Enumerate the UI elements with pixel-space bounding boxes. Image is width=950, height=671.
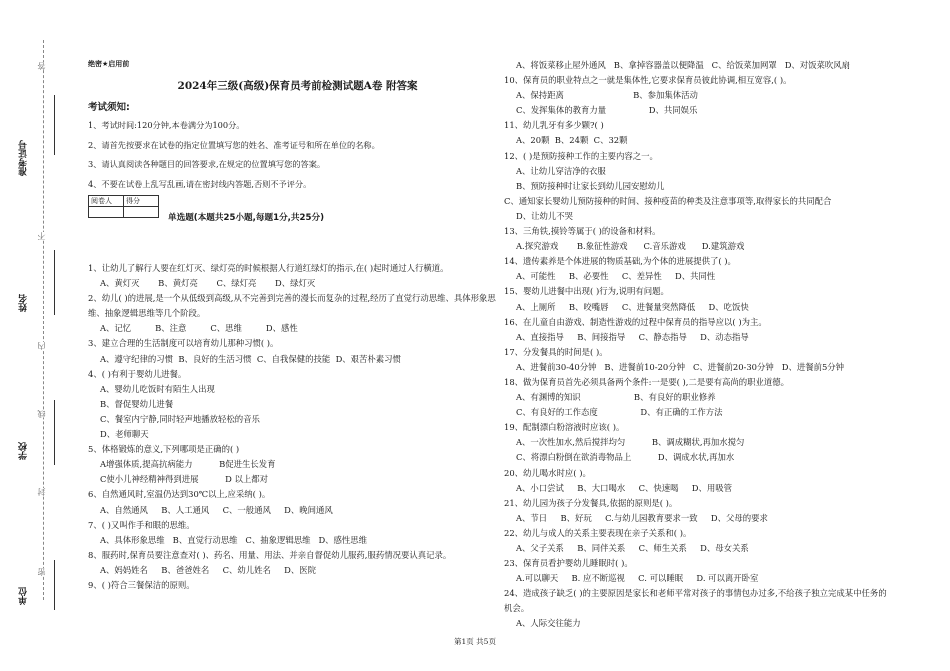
seal-word: 线 (37, 410, 46, 418)
seal-dashed-line (43, 40, 44, 600)
question-text: 6、自然通风时,室温仍达到30℃以上,应采纳( )。 (88, 489, 271, 500)
question-text: 10、保育员的职业特点之一就是集体性,它要求保育员彼此协调,相互宽容,( )。 (504, 75, 792, 86)
question-text: 8、服药时,保育员要注意查对( )、药名、用量、用法、并亲自督促幼儿服药,服药情况要认真记录。 (88, 549, 452, 560)
answer-options[interactable]: A、让幼儿穿洁净的衣服 B、预防接种时让家长到幼儿园安慰幼儿 (516, 165, 665, 191)
seal-word: 密 (37, 568, 46, 576)
score-table (88, 195, 159, 218)
seal-word: 封 (37, 488, 46, 496)
answer-options[interactable]: A、20颗 B、24颗 C、32颗 (516, 135, 628, 146)
binding-margin (0, 0, 80, 671)
question-text: 1、让幼儿了解行人要在红灯灭、绿灯亮的时候根据人行道红绿灯的指示,在( )起时通过人行横道。 (88, 263, 449, 273)
section-heading: 单选题(本题共25小题,每题1分,共25分) (168, 213, 325, 223)
school-underline (54, 400, 55, 465)
answer-options[interactable]: A、小口尝试 B、大口喝水 C、快速喝 D、用吸管 (516, 482, 733, 493)
unit-underline (54, 560, 55, 610)
seal-word: 内 (37, 342, 46, 350)
answer-options[interactable]: D、让幼儿不哭 (516, 210, 573, 221)
answer-options[interactable]: A增强体质,提高抗病能力 B促进生长发育 C使小儿神经精神得到进展 D 以上都对 (100, 459, 276, 485)
answer-options[interactable]: A、人际交往能力 (516, 618, 581, 629)
margin-label-name: 姓名 (19, 294, 29, 312)
question-text: 21、幼儿园为孩子分发餐具,依据的原则是( )。 (504, 497, 678, 508)
name-underline (54, 250, 55, 315)
answer-options[interactable]: A、记忆 B、注意 C、思维 D、感性 (100, 323, 298, 334)
answer-options[interactable]: A.探究游戏 B.象征性游戏 C.音乐游戏 D.建筑游戏 (516, 241, 745, 252)
answer-options[interactable]: A、直接指导 B、间接指导 C、静态指导 D、动态指导 (516, 331, 749, 342)
question-text: 7、( )又叫作手和眼的思维。 (88, 519, 195, 530)
score-input[interactable] (124, 207, 159, 218)
question-text: 18、做为保育员首先必须具备两个条件:一是要( ),二是要有高尚的职业道德。 (504, 376, 789, 387)
answer-options[interactable]: A、婴幼儿吃饭时有陌生人出现 B、督促婴幼儿进餐 C、餐室内宁静,同时轻声地播放轻松的音乐 D、老师聊天 (100, 383, 260, 440)
question-text: 13、三角铁,摸铃等属于( )的设备和材料。 (504, 226, 661, 237)
answer-options[interactable]: A、可能性 B、必要性 C、差异性 D、共同性 (516, 271, 716, 282)
grader-cell: 阅卷人 (89, 196, 124, 207)
margin-label-school: 学校 (19, 442, 29, 460)
margin-label-exam-number: 准考证号 (19, 140, 29, 176)
question-text: 23、保育员看护婴幼儿睡眠时( )。 (504, 558, 633, 569)
left-question-column (88, 261, 498, 593)
question-text: 16、在儿童自由游戏、制造性游戏的过程中保育员的指导应以( )为主。 (504, 316, 767, 327)
question-text: 14、遗传素养是个体进展的物质基础,为个体的进展提供了( )。 (504, 256, 736, 267)
answer-options[interactable]: A、自然通风 B、人工通风 C、一般通风 D、晚间通风 (100, 504, 333, 515)
question-text: 15、婴幼儿进餐中出现( )行为,说明有问题。 (504, 286, 669, 297)
exam-number-underline (54, 95, 55, 155)
notice-heading: 考试须知: (88, 102, 130, 113)
answer-options[interactable]: A、将饭菜移止屋外通风 B、拿掉容器盖以便降温 C、给饭菜加网罩 D、对饭菜吹风扇 (516, 60, 851, 70)
question-text: 5、体格锻炼的意义,下列哪项是正确的( ) (88, 444, 240, 455)
notice-list (88, 116, 498, 194)
answer-options[interactable]: A、具体形象思维 B、直觉行动思维 C、抽象逻辑思维 D、感性思维 (100, 534, 368, 545)
question-text: 11、幼儿乳牙有多少颗?( ) (504, 120, 604, 131)
notice-item: 1、考试时间:120分钟,本卷满分为100分。 (88, 120, 245, 130)
answer-options[interactable]: A、上厕所 B、咬嘴唇 C、进餐量突然降低 D、吃饭快 (516, 301, 749, 312)
answer-options[interactable]: A、一次性加水,然后搅拌均匀 B、调成糊状,再加水搅匀 C、将漂白粉倒在欲消毒物品上 D、调成水状,再加水 (516, 437, 745, 463)
notice-item: 2、请首先按要求在试卷的指定位置填写您的姓名、准考证号和所在单位的名称。 (88, 139, 380, 150)
seal-word: 答 (37, 62, 46, 70)
confidential-mark: 绝密★启用前 (88, 60, 130, 68)
answer-options[interactable]: A、妈妈姓名 B、爸爸姓名 C、幼儿姓名 D、医院 (100, 564, 317, 575)
margin-label-unit: 单位 (19, 587, 29, 605)
right-question-column (504, 58, 894, 632)
answer-options[interactable]: A、有渊博的知识 B、有良好的职业修养 C、有良好的工作态度 D、有正确的工作方法 (516, 392, 723, 418)
question-text: C、通知家长婴幼儿预防接种的时间、接种疫苗的种类及注意事项等,取得家长的共同配合 (504, 195, 832, 206)
question-text: 24、造成孩子缺乏( )的主要原因是家长和老师平常对孩子的事情包办过多,不给孩子独立完成某中任务的机会。 (504, 588, 887, 614)
answer-options[interactable]: A、父子关系 B、同伴关系 C、师生关系 D、母女关系 (516, 543, 749, 553)
answer-options[interactable]: A、保持距离 B、参加集体活动 C、发挥集体的教育力量 D、共同娱乐 (516, 90, 698, 116)
seal-word: 不 (37, 232, 46, 240)
question-text: 12、( )是预防接种工作的主要内容之一。 (504, 150, 658, 161)
question-text: 3、建立合理的生活制度可以培育幼儿那种习惯( )。 (88, 338, 279, 349)
notice-item: 4、不要在试卷上乱写乱画,请在密封线内答题,否则不予评分。 (88, 178, 312, 189)
answer-options[interactable]: A、进餐前30-40分钟 B、进餐前10-20分钟 C、进餐前20-30分钟 D、进餐前5分钟 (516, 361, 845, 372)
answer-options[interactable]: A、黄灯灭 B、黄灯亮 C、绿灯亮 D、绿灯灭 (100, 278, 316, 289)
answer-options[interactable]: A、节日 B、好玩 C.与幼儿园教育要求一致 D、父母的要求 (516, 512, 768, 523)
page-footer: 第1页 共5页 (454, 637, 496, 646)
exam-title: 2024年三级(高级)保育员考前检测试题A卷 附答案 (177, 80, 418, 92)
question-text: 20、幼儿喝水时应( )。 (504, 467, 591, 478)
grader-input[interactable] (89, 207, 124, 218)
question-text: 4、( )有利于婴幼儿进餐。 (88, 368, 187, 379)
notice-item: 3、请认真阅读各种题目的回答要求,在规定的位置填写您的答案。 (88, 159, 326, 169)
question-text: 22、幼儿与成人的关系主要表现在亲子关系和( )。 (504, 527, 692, 538)
question-text: 2、幼儿( )的进展,是一个从低级到高级,从不完善到完善的漫长而复杂的过程,经历了直觉行动思维、具体形象思维、抽象逻辑思维等几个阶段。 (88, 293, 496, 319)
answer-options[interactable]: A.可以聊天 B. 应不断巡视 C. 可以睡眠 D. 可以离开卧室 (516, 573, 759, 584)
answer-options[interactable]: A、遵守纪律的习惯 B、良好的生活习惯 C、自我保健的技能 D、艰苦朴素习惯 (100, 353, 401, 364)
question-text: 9、( )符合三餐保洁的原则。 (88, 579, 195, 590)
question-text: 17、分发餐具的时间是( )。 (504, 346, 608, 357)
score-cell: 得分 (124, 196, 159, 207)
question-text: 19、配制漂白粉溶液时应该( )。 (504, 422, 625, 433)
